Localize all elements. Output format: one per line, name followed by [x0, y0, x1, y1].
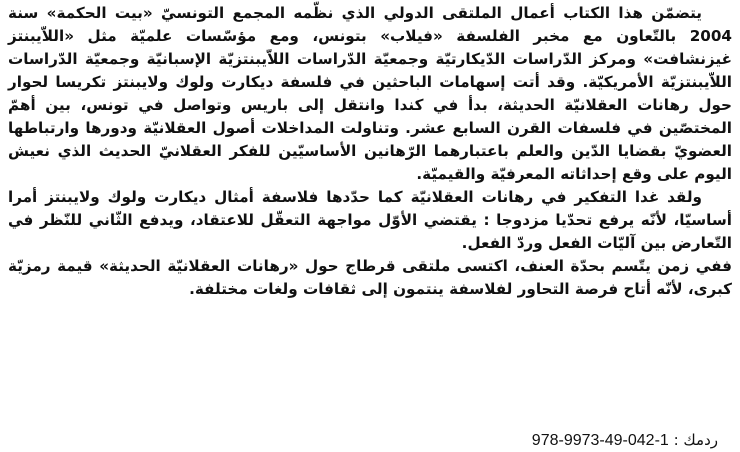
- book-description: [8, 2, 732, 301]
- paragraph-carthage-colloquium: ففي زمن يتّسم بحدّة العنف، اكتسى ملتقى قرطاج حول «رهانات العقلانيّة الحديثة» قيمة رمزيّة كبرى، لأنّه أتاح فرصة التحاور لفلاسفة ينتمون إلى ثقافات ولغات مختلفة.: [8, 257, 732, 298]
- paragraph-intro: يتضمّن هذا الكتاب أعمال الملتقى الدولي الذي نظّمه المجمع التونسيّ «بيت الحكمة» سنة 2004 بالتّعاون مع مخبر الفلسفة «فيلاب» بتونس، ومع مؤسّسات علميّة مثل «اللاّيبنتز غيزنشافت» ومركز الدّراسات الدّيكارتيّة وجمعيّة الدّراسات اللاّيبنتزيّة الإسبانيّة وجمعيّة الدّراسات اللاّيبنتزيّة الأمريكيّة. وقد أتت إسهامات الباحثين في فلسفة ديكارت ولوك ولايبنتز تكريسا لحوار حول رهانات العقلانيّة الحديثة، بدأ في كندا وانتقل إلى باريس وتواصل في تونس، بين أهمّ المختصّين في فلسفات القرن السابع عشر. وتناولت المداخلات أصول العقلانيّة ودورها وارتباطها العضويّ بقضايا الدّين والعلم باعتبارهما الرّهانين الأساسيّين للفكر العقلانيّ الحديث الذي نعيش اليوم على وقع إحداثاته المعرفيّة والقيميّة.: [8, 4, 732, 183]
- paragraph-rationalism-stakes: ولقد غدا التفكير في رهانات العقلانيّة كما حدّدها فلاسفة أمثال ديكارت ولوك ولايبنتز أمرا أساسيّا، لأنّه يرفع تحدّيا مزدوجا : يقتضي الأوّل مواجهة التعقّل للاعتقاد، ويدفع الثّاني للنّظر في التّعارض بين آليّات الفعل وردّ الفعل.: [8, 188, 732, 252]
- isbn-label: ردمك :: [673, 431, 718, 449]
- isbn-line: [532, 429, 718, 452]
- isbn-number: 978-9973-49-042-1: [531, 432, 669, 449]
